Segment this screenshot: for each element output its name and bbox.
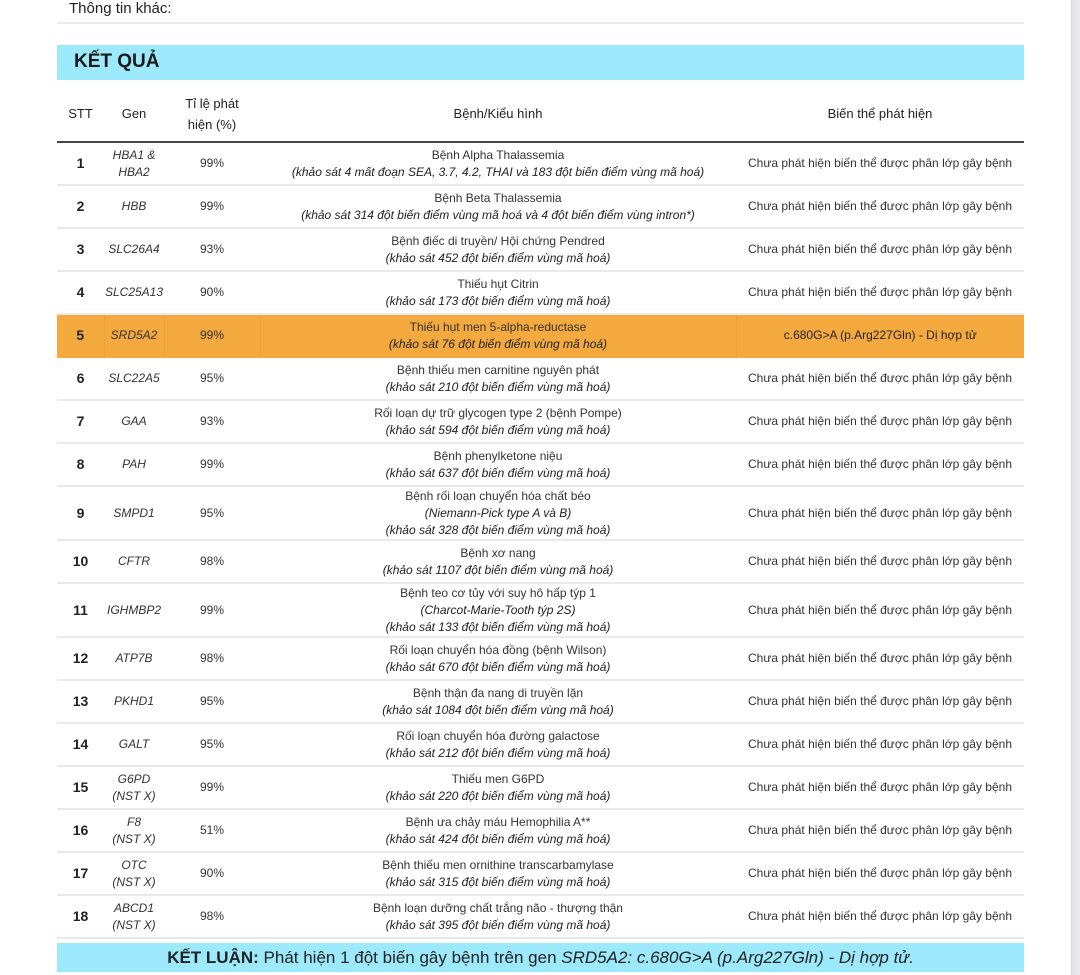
cell-stt: 12 <box>57 637 104 680</box>
cell-gene <box>104 142 164 185</box>
header-rate <box>164 86 260 142</box>
table-row <box>57 185 1024 228</box>
gene-line: G6PD <box>117 771 151 786</box>
cell-variant: Chưa phát hiện biến thể được phân lớp gây bệnh <box>736 723 1024 766</box>
gene-line: (NST X) <box>112 917 156 932</box>
table-row <box>57 142 1024 185</box>
cell-disease <box>260 400 736 443</box>
disease-survey-note: (khảo sát 212 đột biến điểm vùng mã hoá) <box>385 745 611 760</box>
cell-stt: 15 <box>57 766 104 809</box>
disease-name: Bệnh Alpha Thalassemia <box>431 147 565 162</box>
gene-line: HBA1 & <box>112 147 156 162</box>
cell-disease <box>260 637 736 680</box>
cell-detection-rate: 90% <box>164 852 260 895</box>
cell-variant: c.680G>A (p.Arg227Gln) - Dị hợp tử <box>736 314 1024 357</box>
cell-detection-rate: 51% <box>164 809 260 852</box>
cell-gene <box>104 583 164 637</box>
cell-detection-rate: 99% <box>164 766 260 809</box>
cell-variant: Chưa phát hiện biến thể được phân lớp gây bệnh <box>736 443 1024 486</box>
window-edge <box>1071 0 1080 975</box>
cell-stt: 3 <box>57 228 104 271</box>
disease-name: Bệnh loạn dưỡng chất trắng não - thượng thận <box>373 900 623 915</box>
cell-gene <box>104 185 164 228</box>
cell-stt: 13 <box>57 680 104 723</box>
table-row <box>57 443 1024 486</box>
cell-stt: 1 <box>57 142 104 185</box>
gene-line: OTC <box>121 857 147 872</box>
table-row <box>57 271 1024 314</box>
cell-stt: 8 <box>57 443 104 486</box>
disease-name: Rối loạn chuyển hóa đường galactose <box>396 728 600 743</box>
table-row <box>57 540 1024 583</box>
cell-gene <box>104 314 164 357</box>
cell-disease <box>260 766 736 809</box>
cell-variant: Chưa phát hiện biến thể được phân lớp gây bệnh <box>736 271 1024 314</box>
cell-detection-rate: 98% <box>164 540 260 583</box>
gene-line: HBB <box>121 199 147 213</box>
cell-gene <box>104 680 164 723</box>
disease-name: Bệnh xơ nang <box>460 545 536 560</box>
cell-stt: 6 <box>57 357 104 400</box>
gene-line: (NST X) <box>112 788 156 803</box>
disease-name: Bệnh thận đa nang di truyền lặn <box>412 685 584 700</box>
disease-survey-note: (khảo sát 1084 đột biến điểm vùng mã hoá) <box>382 702 614 717</box>
disease-name: Bệnh thiếu men carnitine nguyên phát <box>396 362 600 377</box>
conclusion-bar <box>57 943 1024 972</box>
table-row <box>57 637 1024 680</box>
table-row <box>57 809 1024 852</box>
cell-gene <box>104 809 164 852</box>
disease-survey-note: (khảo sát 452 đột biến điểm vùng mã hoá) <box>385 250 611 265</box>
disease-name: Rối loạn chuyển hóa đồng (bệnh Wilson) <box>389 642 607 657</box>
cell-variant: Chưa phát hiện biến thể được phân lớp gây bệnh <box>736 486 1024 540</box>
cell-detection-rate: 99% <box>164 583 260 637</box>
cell-detection-rate: 99% <box>164 314 260 357</box>
cell-disease <box>260 680 736 723</box>
cell-detection-rate: 99% <box>164 443 260 486</box>
cell-variant: Chưa phát hiện biến thể được phân lớp gây bệnh <box>736 809 1024 852</box>
cell-variant: Chưa phát hiện biến thể được phân lớp gây bệnh <box>736 540 1024 583</box>
cell-gene <box>104 443 164 486</box>
divider <box>57 22 1024 24</box>
cell-disease <box>260 142 736 185</box>
disease-survey-note: (khảo sát 76 đột biến điểm vùng mã hoá) <box>388 336 608 351</box>
cell-disease <box>260 852 736 895</box>
disease-survey-note: (khảo sát 424 đột biến điểm vùng mã hoá) <box>385 831 611 846</box>
disease-survey-note: (khảo sát 4 mất đoạn SEA, 3.7, 4.2, THAI và 183 đột biến điểm vùng mã hoá) <box>291 164 705 179</box>
cell-detection-rate: 98% <box>164 895 260 938</box>
cell-stt: 18 <box>57 895 104 938</box>
cell-gene <box>104 271 164 314</box>
section-title: KẾT QUẢ <box>74 51 160 72</box>
header-rate-line1: Tỉ lệ phát <box>185 95 239 111</box>
results-section-header <box>57 45 1024 80</box>
gene-line: ATP7B <box>115 651 153 665</box>
cell-stt: 14 <box>57 723 104 766</box>
cell-disease <box>260 723 736 766</box>
cell-stt: 9 <box>57 486 104 540</box>
gene-line: SMPD1 <box>113 505 155 520</box>
disease-name: Bệnh ưa chảy máu Hemophilia A** <box>405 814 591 829</box>
gene-line: (NST X) <box>112 831 156 846</box>
cell-variant: Chưa phát hiện biến thể được phân lớp gây bệnh <box>736 185 1024 228</box>
disease-name: Bệnh teo cơ tủy với suy hô hấp týp 1 <box>400 585 596 600</box>
cell-stt: 11 <box>57 583 104 637</box>
cell-variant: Chưa phát hiện biến thể được phân lớp gây bệnh <box>736 400 1024 443</box>
header-disease: Bệnh/Kiểu hình <box>260 86 736 142</box>
disease-name: Rối loạn dự trữ glycogen type 2 (bệnh Pompe) <box>374 405 622 420</box>
cell-variant: Chưa phát hiện biến thể được phân lớp gây bệnh <box>736 583 1024 637</box>
cell-variant: Chưa phát hiện biến thể được phân lớp gây bệnh <box>736 637 1024 680</box>
cell-variant: Chưa phát hiện biến thể được phân lớp gây bệnh <box>736 680 1024 723</box>
gene-line: SLC25A13 <box>104 285 164 299</box>
results-table <box>57 86 1024 939</box>
cell-gene <box>104 895 164 938</box>
gene-line: SRD5A2 <box>110 328 158 342</box>
cell-disease <box>260 314 736 357</box>
cell-stt: 2 <box>57 185 104 228</box>
cell-detection-rate: 98% <box>164 637 260 680</box>
disease-survey-note: (khảo sát 220 đột biến điểm vùng mã hoá) <box>385 788 611 803</box>
table-row <box>57 895 1024 938</box>
table-row <box>57 583 1024 637</box>
cell-gene <box>104 540 164 583</box>
disease-survey-note: (khảo sát 637 đột biến điểm vùng mã hoá) <box>385 465 611 480</box>
table-row <box>57 680 1024 723</box>
cell-disease <box>260 486 736 540</box>
table-row <box>57 400 1024 443</box>
cell-gene <box>104 486 164 540</box>
table-row <box>57 723 1024 766</box>
cell-gene <box>104 852 164 895</box>
cell-disease <box>260 228 736 271</box>
cell-stt: 5 <box>57 314 104 357</box>
cell-stt: 7 <box>57 400 104 443</box>
gene-line: F8 <box>126 814 141 829</box>
conclusion-label: KẾT LUẬN: <box>167 948 259 967</box>
gene-line: CFTR <box>118 554 150 568</box>
table-row <box>57 766 1024 809</box>
table-row <box>57 228 1024 271</box>
header-rate-line2: hiện (%) <box>187 116 237 132</box>
cell-disease <box>260 443 736 486</box>
cell-variant: Chưa phát hiện biến thể được phân lớp gây bệnh <box>736 766 1024 809</box>
disease-name: Bệnh phenylketone niệu <box>433 448 563 463</box>
gene-line: (NST X) <box>112 874 156 889</box>
cell-detection-rate: 95% <box>164 680 260 723</box>
cell-disease <box>260 809 736 852</box>
disease-name: Thiếu hụt men 5-alpha-reductase <box>409 319 587 334</box>
disease-survey-note: (khảo sát 314 đột biến điểm vùng mã hoá và 4 đột biến điểm vùng intron*) <box>301 207 695 222</box>
cell-disease <box>260 271 736 314</box>
table-row-highlighted <box>57 314 1024 357</box>
disease-name: Bệnh thiếu men ornithine transcarbamylase <box>382 857 614 872</box>
gene-line: GAA <box>121 414 147 428</box>
other-info-label: Thông tin khác: <box>69 0 172 17</box>
cell-variant: Chưa phát hiện biến thể được phân lớp gây bệnh <box>736 852 1024 895</box>
gene-line: ABCD1 <box>113 900 154 915</box>
conclusion-detail: SRD5A2: c.680G>A (p.Arg227Gln) - Dị hợp tử. <box>561 948 914 967</box>
gene-line: PKHD1 <box>113 694 154 708</box>
table-row <box>57 852 1024 895</box>
disease-name: Thiếu hụt Citrin <box>457 276 539 291</box>
disease-survey-note: (khảo sát 594 đột biến điểm vùng mã hoá) <box>385 422 611 437</box>
table-row <box>57 486 1024 540</box>
gene-line: PAH <box>122 457 146 471</box>
cell-detection-rate: 99% <box>164 142 260 185</box>
gene-line: IGHMBP2 <box>106 602 161 617</box>
cell-gene <box>104 400 164 443</box>
cell-disease <box>260 185 736 228</box>
gene-line: SLC26A4 <box>108 242 160 256</box>
disease-name: Bệnh Beta Thalassemia <box>434 190 562 205</box>
cell-stt: 10 <box>57 540 104 583</box>
cell-detection-rate: 93% <box>164 228 260 271</box>
cell-disease <box>260 357 736 400</box>
cell-detection-rate: 90% <box>164 271 260 314</box>
header-gen: Gen <box>104 86 164 142</box>
cell-gene <box>104 637 164 680</box>
disease-survey-note: (Niemann-Pick type A và B) <box>424 505 572 520</box>
cell-variant: Chưa phát hiện biến thể được phân lớp gây bệnh <box>736 357 1024 400</box>
disease-survey-note: (khảo sát 1107 đột biến điểm vùng mã hoá) <box>382 562 614 577</box>
disease-survey-note: (khảo sát 173 đột biến điểm vùng mã hoá) <box>385 293 611 308</box>
cell-stt: 16 <box>57 809 104 852</box>
cell-disease <box>260 583 736 637</box>
disease-name: Bệnh điếc di truyền/ Hội chứng Pendred <box>391 233 605 248</box>
disease-survey-note: (khảo sát 315 đột biến điểm vùng mã hoá) <box>385 874 611 889</box>
table-row <box>57 357 1024 400</box>
header-variant: Biến thể phát hiện <box>736 86 1024 142</box>
disease-survey-note: (khảo sát 133 đột biến điểm vùng mã hoá) <box>385 619 611 634</box>
cell-disease <box>260 540 736 583</box>
disease-name: Thiếu men G6PD <box>451 771 545 786</box>
disease-name: Bệnh rối loạn chuyển hóa chất béo <box>405 488 591 503</box>
disease-survey-note: (Charcot-Marie-Tooth týp 2S) <box>420 602 576 617</box>
gene-line: GALT <box>118 737 150 751</box>
disease-survey-note: (khảo sát 670 đột biến điểm vùng mã hoá) <box>385 659 611 674</box>
disease-survey-note: (khảo sát 210 đột biến điểm vùng mã hoá) <box>385 379 611 394</box>
cell-detection-rate: 99% <box>164 185 260 228</box>
cell-detection-rate: 95% <box>164 486 260 540</box>
cell-detection-rate: 95% <box>164 357 260 400</box>
cell-variant: Chưa phát hiện biến thể được phân lớp gây bệnh <box>736 895 1024 938</box>
cell-gene <box>104 357 164 400</box>
header-stt: STT <box>57 86 104 142</box>
gene-line: SLC22A5 <box>108 371 160 385</box>
cell-detection-rate: 93% <box>164 400 260 443</box>
cell-detection-rate: 95% <box>164 723 260 766</box>
cell-gene <box>104 723 164 766</box>
cell-gene <box>104 228 164 271</box>
cell-variant: Chưa phát hiện biến thể được phân lớp gây bệnh <box>736 142 1024 185</box>
cell-stt: 4 <box>57 271 104 314</box>
disease-survey-note: (khảo sát 328 đột biến điểm vùng mã hoá) <box>385 522 611 537</box>
cell-variant: Chưa phát hiện biến thể được phân lớp gây bệnh <box>736 228 1024 271</box>
cell-stt: 17 <box>57 852 104 895</box>
cell-disease <box>260 895 736 938</box>
gene-line: HBA2 <box>118 164 150 179</box>
cell-gene <box>104 766 164 809</box>
table-header-row <box>57 86 1024 142</box>
conclusion-text: Phát hiện 1 đột biến gây bệnh trên gen <box>258 948 562 967</box>
disease-survey-note: (khảo sát 395 đột biến điểm vùng mã hoá) <box>385 917 611 932</box>
